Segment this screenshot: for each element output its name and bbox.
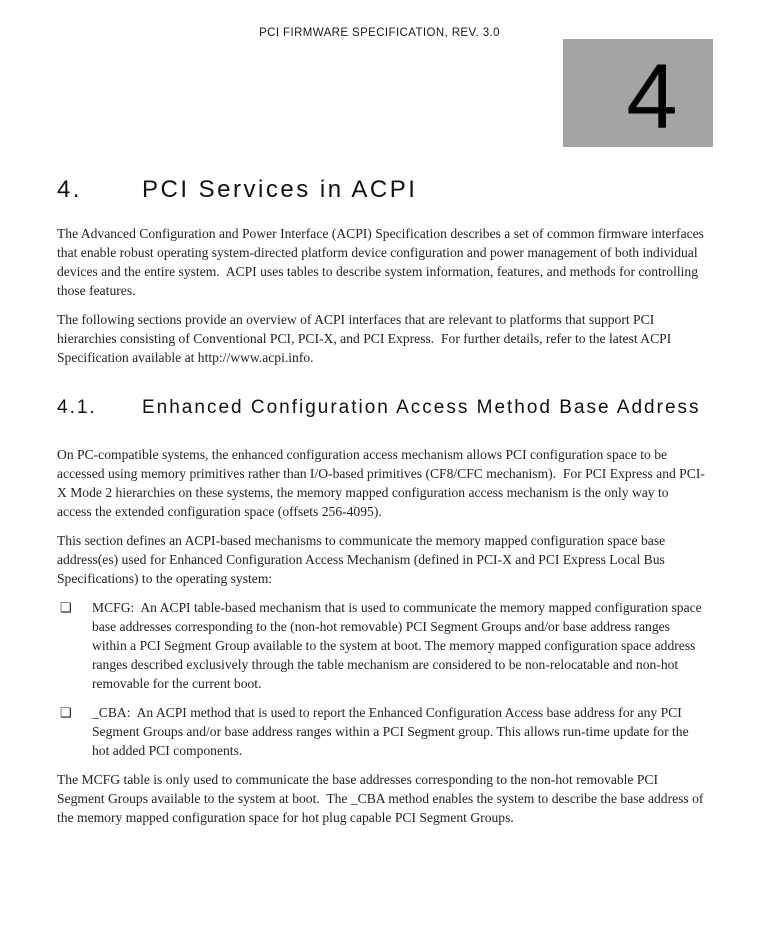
chapter-heading-title: PCI Services in ACPI	[142, 176, 418, 203]
paragraph-ecam-intro: On PC-compatible systems, the enhanced configuration access mechanism allows PCI configuration space to be accessed using memory primitives rather than I/O-based primitives (CF8/CFC mechanism). For PCI Express and PCI-X Mode 2 hierarchies on these systems, the memory mapped configuration access mechanism is the only way to access the extended configuration space (offsets 256-4095).	[57, 447, 705, 519]
paragraph-mechanisms-intro: This section defines an ACPI-based mechanisms to communicate the memory mapped configuration space base address(es) used for Enhanced Configuration Access Mechanism (defined in PCI-X and PCI Express Local Bus Specifications) to the operating system:	[57, 533, 669, 586]
list-item-mcfg-text: MCFG: An ACPI table-based mechanism that is used to communicate the memory mapped configuration space base addresses corresponding to the (non-hot removable) PCI Segment Groups and/or base address ranges within a PCI Segment Group available to the system at boot. The memory mapped configuration space address ranges described exclusively through the table mechanism are considered to be non-relocatable and non-hot removable for the current boot.	[92, 600, 706, 691]
section-heading-number: 4.1.	[57, 397, 97, 418]
paragraph-acpi-overview: The Advanced Configuration and Power Interface (ACPI) Specification describes a set of common firmware interfaces that enable robust operating system-directed platform device configuration and power management of both individual devices and the entire system. ACPI uses tables to describe system information, features, and methods for controlling those features.	[57, 226, 708, 298]
paragraph-mcfg-cba-summary: The MCFG table is only used to communicate the base addresses corresponding to the non-hot removable PCI Segment Groups available to the system at boot. The _CBA method enables the system to describe the base address of the memory mapped configuration space for hot plug capable PCI Segment Groups.	[57, 772, 707, 825]
page-content	[57, 176, 708, 837]
chapter-heading	[57, 176, 705, 204]
chapter-tab-number: 4	[626, 46, 678, 148]
section-heading-title: Enhanced Configuration Access Method Base Address	[142, 397, 701, 418]
section-heading-4-1	[57, 393, 705, 423]
mechanism-bullet-list	[57, 598, 705, 760]
list-item-mcfg	[57, 598, 705, 693]
chapter-tab	[563, 39, 713, 147]
paragraph-sections-overview: The following sections provide an overview of ACPI interfaces that are relevant to platforms that support PCI hierarchies consisting of Conventional PCI, PCI-X, and PCI Express. For further details, refer to the latest ACPI Specification available at http://www.acpi.info.	[57, 312, 675, 365]
list-item-cba-text: _CBA: An ACPI method that is used to report the Enhanced Configuration Access base address for any PCI Segment Groups and/or base address ranges within a PCI Segment group. This allows run-time update for the hot added PCI components.	[92, 705, 693, 758]
list-item-cba	[57, 703, 705, 760]
square-bullet-icon: ❑	[60, 600, 72, 615]
square-bullet-icon: ❑	[60, 705, 72, 720]
running-header: PCI FIRMWARE SPECIFICATION, REV. 3.0	[259, 27, 500, 39]
chapter-heading-number: 4.	[57, 176, 83, 203]
